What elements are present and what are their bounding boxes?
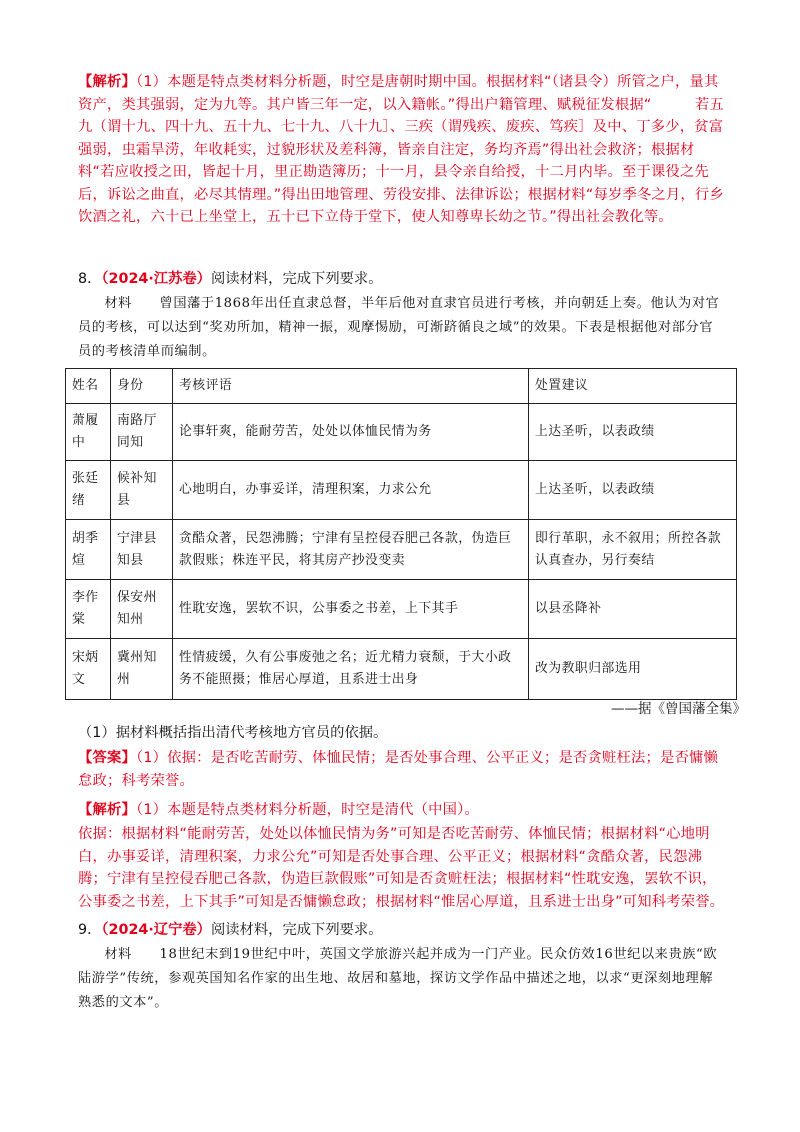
q8-subquestion-1: （1）据材料概括指出清代考核地方官员的依据。 [78,725,388,741]
cell-name: 萧履中 [66,404,111,461]
header-evaluation: 考核评语 [173,369,529,404]
cell-identity: 冀州知州 [111,639,173,700]
q8-prompt: 阅读材料，完成下列要求。 [210,271,383,287]
cell-evaluation: 性情疲缓，久有公事废弛之名；近尤精力衰颓，于大小政务不能照摄；惟居心厚道，且系进士出身 [173,639,529,700]
cell-identity: 保安州知州 [111,580,173,639]
table-row [66,520,737,580]
table-header-row [66,369,737,404]
header-identity: 身份 [111,369,173,404]
table-row [66,639,737,700]
cell-identity: 宁津县知县 [111,520,173,580]
q9-source-tag: （2024·辽宁卷） [101,922,211,938]
q9-heading [78,919,726,941]
table-source: ——据《曾国藩全集》 [611,701,746,717]
cell-name: 宋炳文 [66,639,111,700]
cell-name: 张廷绪 [66,461,111,520]
cell-name: 胡季煊 [66,520,111,580]
cell-identity: 南路厅同知 [111,404,173,461]
q8-material: 材料 曾国藩于1868年出任直隶总督，半年后他对直隶官员进行考核，并向朝廷上奏。他认为对官员的考核，可以达到“奖劝所加，精神一振，观摩惕励，可渐跻循良之域”的效果。下表是根据他对部分官员的考核清单而编制。 [78,296,720,359]
table-row [66,404,737,461]
cell-recommendation: 即行革职，永不叙用；所控各款认真查办，另行奏结 [529,520,737,580]
cell-recommendation: 改为教职归部选用 [529,639,737,700]
header-name: 姓名 [66,369,111,404]
cell-identity: 候补知县 [111,461,173,520]
q9-prompt: 阅读材料，完成下列要求。 [210,922,383,938]
q8-heading [78,268,726,290]
q7-analysis-text: （1）本题是特点类材料分析题，时空是唐朝时期中国。根据材料“（诸县令）所管之户，量其资产，类其强弱，定为九等。其户皆三年一定，以入籍帐。”得出户籍管理、赋税征发根据“ 若五九（谓十九、四十九、五十九、七十九、八十九］、三疾（谓残疾、废疾、笃疾］及中、丁多少，贫富强弱，虫霜旱涝，年收耗实，过貌形状及差科簿，皆亲自注定，务均齐焉”得出社会救济；根据材料“若应收授之田，皆起十月，里正勘造簿历；十一月，县令亲自给授，十二月内毕。至于课役之先后，诉讼之曲直，必尽其情理。”得出田地管理、劳役安排、法律诉讼；根据材料“每岁季冬之月，行乡饮酒之礼，六十已上坐堂上，五十已下立侍于堂下，使人知尊卑长幼之节。”得出社会教化等。 [78,74,724,225]
cell-evaluation: 贪酷众著，民怨沸腾；宁津有呈控侵吞肥己各款，伪造巨款假账；株连平民，将其房产抄没变卖 [173,520,529,580]
cell-recommendation: 以县丞降补 [529,580,737,639]
table-row [66,461,737,520]
q9-number: 9． [78,922,102,938]
q8-answer [78,747,726,792]
q8-answer-text: （1）依据：是否吃苦耐劳、体恤民情；是否处事合理、公平正义；是否贪赃枉法；是否慵懒怠政；科考荣誉。 [78,750,719,789]
assessment-table [65,368,737,700]
q8-analysis [78,799,726,822]
q9-material: 材料 18世纪末到19世纪中叶，英国文学旅游兴起并成为一门产业。民众仿效16世纪以来贵族“欧陆游学”传统，参观英国知名作家的出生地、故居和墓地，探访文学作品中描述之地，以求“更深刻地理解熟悉的文本”。 [78,947,718,1010]
header-recommendation: 处置建议 [529,369,737,404]
q8-analysis-text-1: （1）本题是特点类材料分析题，时空是清代（中国）。 [136,802,479,818]
cell-evaluation: 论事轩爽，能耐劳苦，处处以体恤民情为务 [173,404,529,461]
cell-recommendation: 上达圣听，以表政绩 [529,461,737,520]
q8-analysis-label: 【解析】 [78,802,136,818]
q8-analysis-detail: 依据：根据材料“能耐劳苦，处处以体恤民情为务”可知是否吃苦耐劳、体恤民情；根据材料“心地明白，办事妥详，清理积案，力求公允”可知是否处事合理、公平正义；根据材料“贪酷众著，民怨沸腾；宁津有呈控侵吞肥己各款，伪造巨款假账”可知是否贪赃枉法；根据材料“性耽安逸，罢软不识，公事委之书差，上下其手”可知是否慵懒怠政；根据材料“惟居心厚道，且系进士出身”可知科考荣誉。 [78,826,725,910]
q8-source-tag: （2024·江苏卷） [101,271,211,287]
cell-evaluation: 心地明白，办事妥详，清理积案，力求公允 [173,461,529,520]
q7-analysis [78,71,726,229]
q7-analysis-label: 【解析】 [78,74,136,90]
q8-answer-label: 【答案】 [78,750,136,766]
table-row [66,580,737,639]
cell-recommendation: 上达圣听，以表政绩 [529,404,737,461]
q8-number: 8． [78,271,102,287]
cell-evaluation: 性耽安逸，罢软不识，公事委之书差，上下其手 [173,580,529,639]
cell-name: 李作棠 [66,580,111,639]
